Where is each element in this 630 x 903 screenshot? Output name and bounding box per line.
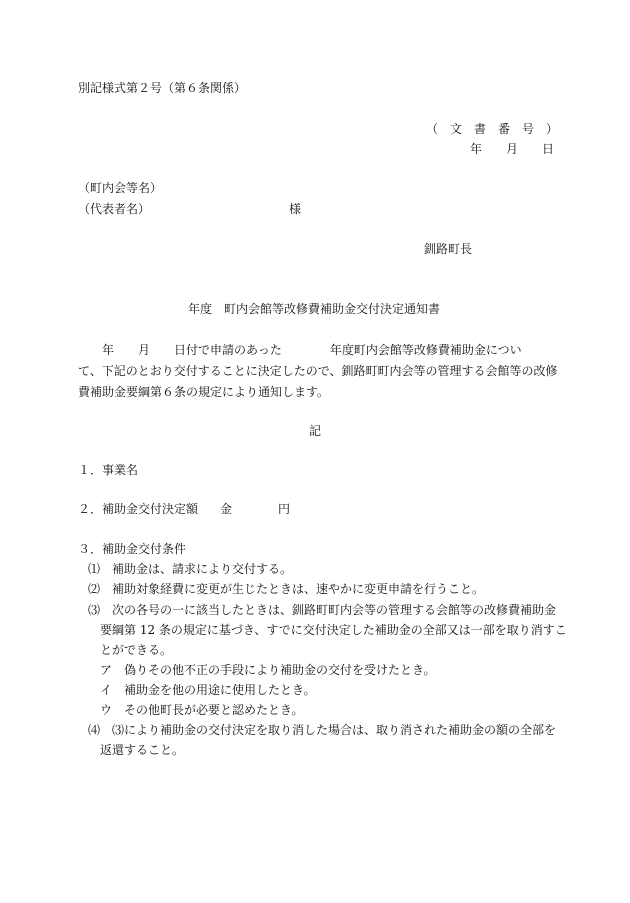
amount-en: 円 (278, 502, 291, 516)
document-title: 年度 町内会館等改修費補助金交付決定通知書 (188, 302, 441, 316)
condition-3-sub-a: ア 偽りその他不正の手段により補助金の交付を受けたとき。 (100, 663, 436, 677)
body-line-3: 費補助金要綱第６条の規定により通知します。 (78, 385, 330, 399)
body-line-1: 年 月 日付で申請のあった 年度町内会館等改修費補助金につい (78, 343, 522, 357)
condition-1: ⑴ 補助金は、請求により交付する。 (88, 562, 293, 576)
honorific: 様 (289, 202, 302, 216)
item-project-name: １．事業名 (78, 463, 139, 477)
condition-4-line-2: 返還すること。 (100, 743, 185, 757)
ki-heading: 記 (309, 424, 322, 438)
condition-3-line-3: とができる。 (100, 643, 173, 657)
condition-3-sub-i: イ 補助金を他の用途に使用したとき。 (100, 683, 316, 697)
sender: 釧路町長 (424, 242, 473, 256)
condition-4-line-1: ⑷ ⑶により補助金の交付決定を取り消した場合は、取り消された補助金の額の全部を (88, 723, 557, 737)
form-label: 別記様式第２号（第６条関係） (78, 81, 247, 95)
condition-3-line-2: 要綱第 12 条の規定に基づき、すでに交付決定した補助金の全部又は一部を取り消すこ (100, 623, 567, 637)
date-line: 年 月 日 (470, 142, 555, 156)
item-grant-amount: ２．補助金交付決定額 (78, 502, 199, 516)
recipient-representative: （代表者名） (78, 202, 151, 216)
body-line-2: て、下記のとおり交付することに決定したので、釧路町町内会等の管理する会館等の改修 (78, 364, 558, 378)
condition-2: ⑵ 補助対象経費に変更が生じたときは、速やかに変更申請を行うこと。 (88, 582, 485, 596)
amount-kin: 金 (220, 502, 233, 516)
condition-3-line-1: ⑶ 次の各号の一に該当したときは、釧路町町内会等の管理する会館等の改修費補助金 (88, 603, 557, 617)
document-number: （ 文 書 番 号 ） (426, 122, 559, 136)
condition-3-sub-u: ウ その他町長が必要と認めたとき。 (100, 703, 304, 717)
item-conditions-heading: ３．補助金交付条件 (78, 542, 187, 556)
recipient-organization: （町内会等名） (78, 181, 163, 195)
